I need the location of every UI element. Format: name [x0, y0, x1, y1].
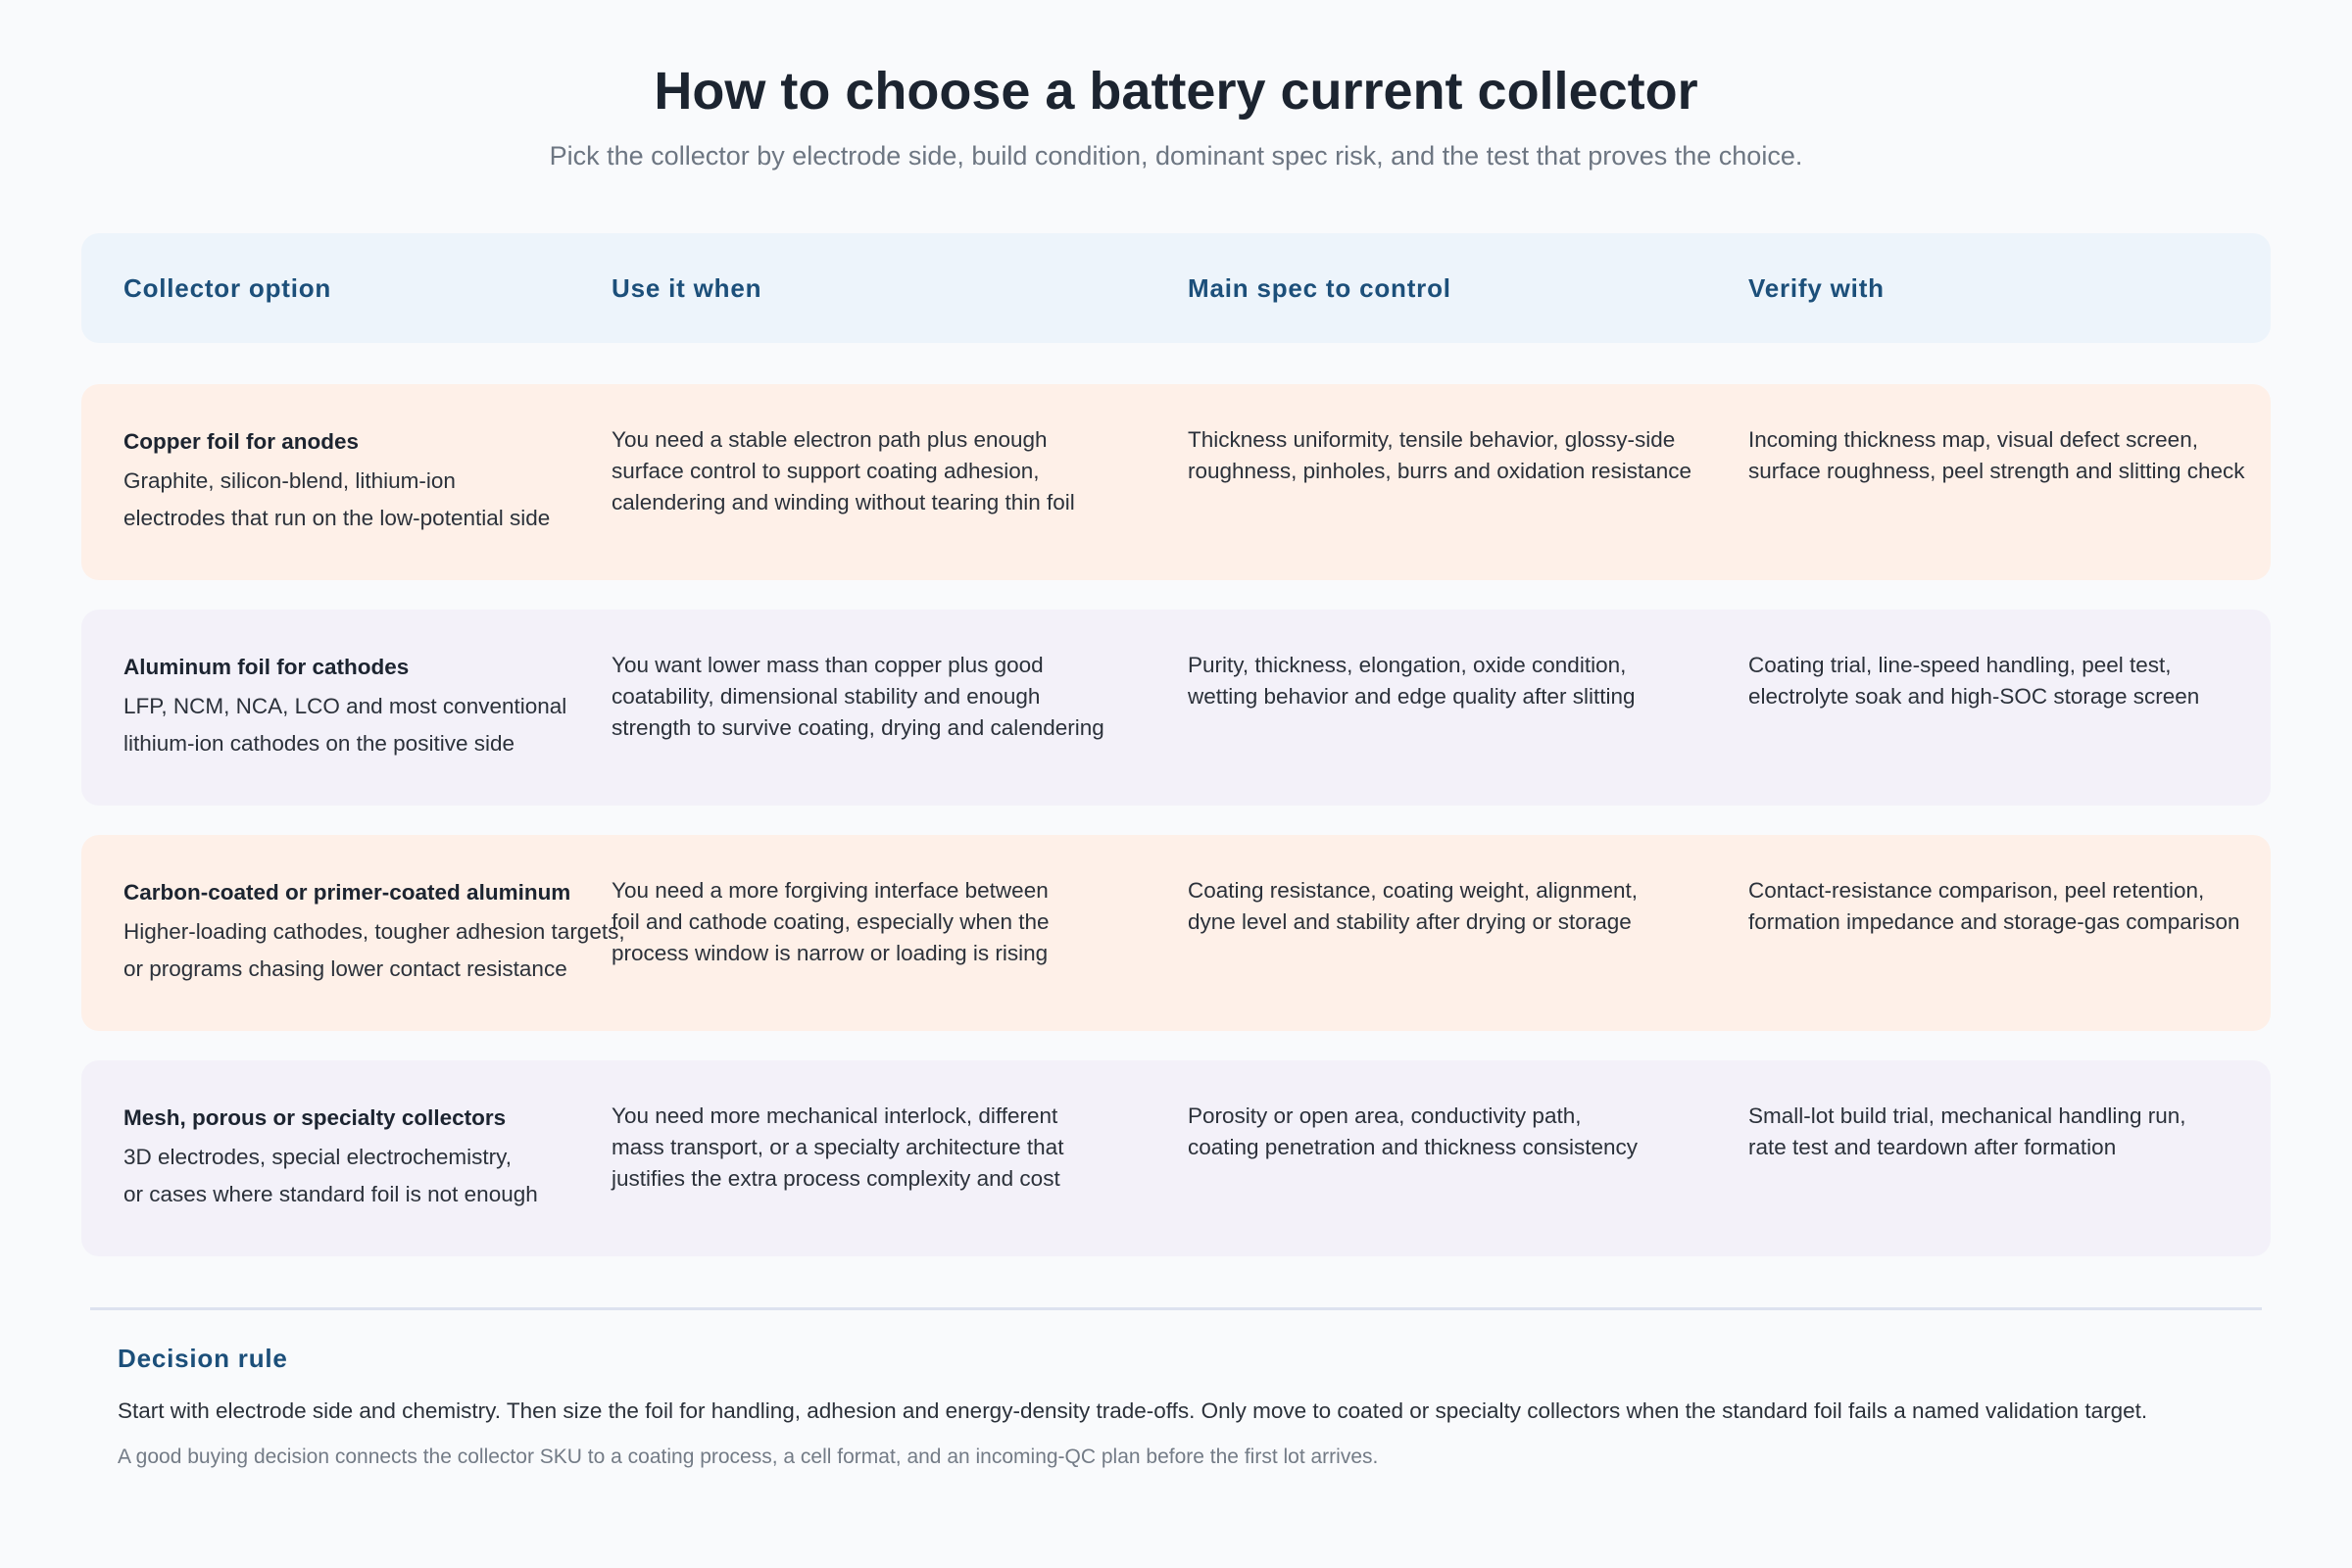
collector-option-cell: [123, 653, 594, 762]
collector-option-description: 3D electrodes, special electrochemistry, or cases where standard foil is not enough: [123, 1145, 538, 1206]
main-spec-cell: Purity, thickness, elongation, oxide condition, wetting behavior and edge quality after slitting: [1188, 653, 1636, 709]
collector-option-title: Carbon-coated or primer-coated aluminum: [123, 880, 571, 905]
table-row: [81, 610, 2271, 806]
collector-option-cell: [123, 878, 625, 988]
collector-option-title: Copper foil for anodes: [123, 429, 360, 454]
collector-option-description: Graphite, silicon-blend, lithium-ion electrodes that run on the low-potential side: [123, 468, 551, 530]
main-spec-cell: Coating resistance, coating weight, alignment, dyne level and stability after drying or storage: [1188, 878, 1639, 934]
use-when-cell: You need more mechanical interlock, different mass transport, or a specialty architecture that justifies the extra process complexity and cost: [612, 1103, 1064, 1191]
collector-option-cell: [123, 1103, 594, 1213]
table-header: [81, 233, 2271, 343]
verify-with-cell: Contact-resistance comparison, peel retention, formation impedance and storage-gas comparison: [1748, 878, 2240, 934]
section-divider: [90, 1307, 2262, 1310]
table-row: [81, 835, 2271, 1031]
use-when-cell: You need a more forgiving interface between foil and cathode coating, especially when the process window is narrow or loading is rising: [612, 878, 1050, 965]
column-header-main-spec: Main spec to control: [1188, 273, 1451, 303]
main-spec-cell: Porosity or open area, conductivity path, coating penetration and thickness consistency: [1188, 1103, 1639, 1159]
decision-rule-note: A good buying decision connects the collector SKU to a coating process, a cell format, and an incoming-QC plan before the first lot arrives.: [118, 1446, 1379, 1468]
collector-option-cell: [123, 427, 594, 537]
decision-rule-title: Decision rule: [118, 1344, 288, 1373]
table-row: [81, 1060, 2271, 1256]
collector-option-title: Aluminum foil for cathodes: [123, 655, 410, 679]
main-spec-cell: Thickness uniformity, tensile behavior, glossy-side roughness, pinholes, burrs and oxidation resistance: [1188, 427, 1692, 483]
verify-with-cell: Incoming thickness map, visual defect screen, surface roughness, peel strength and slitting check: [1748, 427, 2245, 483]
use-when-cell: You need a stable electron path plus enough surface control to support coating adhesion, calendering and winding without tearing thin foil: [612, 427, 1075, 514]
verify-with-cell: Small-lot build trial, mechanical handling run, rate test and teardown after formation: [1748, 1103, 2186, 1159]
column-header-verify-with: Verify with: [1748, 273, 1885, 303]
decision-rule-text: Start with electrode side and chemistry. Then size the foil for handling, adhesion and energy-density trade-offs. Only move to coated or specialty collectors when the standard foil fails a named validation target.: [118, 1398, 2148, 1423]
column-header-collector-option: Collector option: [123, 273, 332, 303]
page-subtitle: Pick the collector by electrode side, build condition, dominant spec risk, and the test that proves the choice.: [549, 141, 1803, 171]
use-when-cell: You want lower mass than copper plus good coatability, dimensional stability and enough strength to survive coating, drying and calendering: [612, 653, 1104, 740]
collector-option-description: Higher-loading cathodes, tougher adhesion targets, or programs chasing lower contact resistance: [123, 919, 625, 981]
collector-option-description: LFP, NCM, NCA, LCO and most conventional lithium-ion cathodes on the positive side: [123, 694, 567, 756]
verify-with-cell: Coating trial, line-speed handling, peel test, electrolyte soak and high-SOC storage screen: [1748, 653, 2200, 709]
column-header-use-it-when: Use it when: [612, 273, 762, 303]
decision-rule-section: [118, 1343, 2274, 1472]
collector-option-title: Mesh, porous or specialty collectors: [123, 1105, 507, 1130]
page-header: [0, 57, 2352, 172]
table-row: [81, 384, 2271, 580]
page-title: How to choose a battery current collector: [654, 62, 1698, 121]
